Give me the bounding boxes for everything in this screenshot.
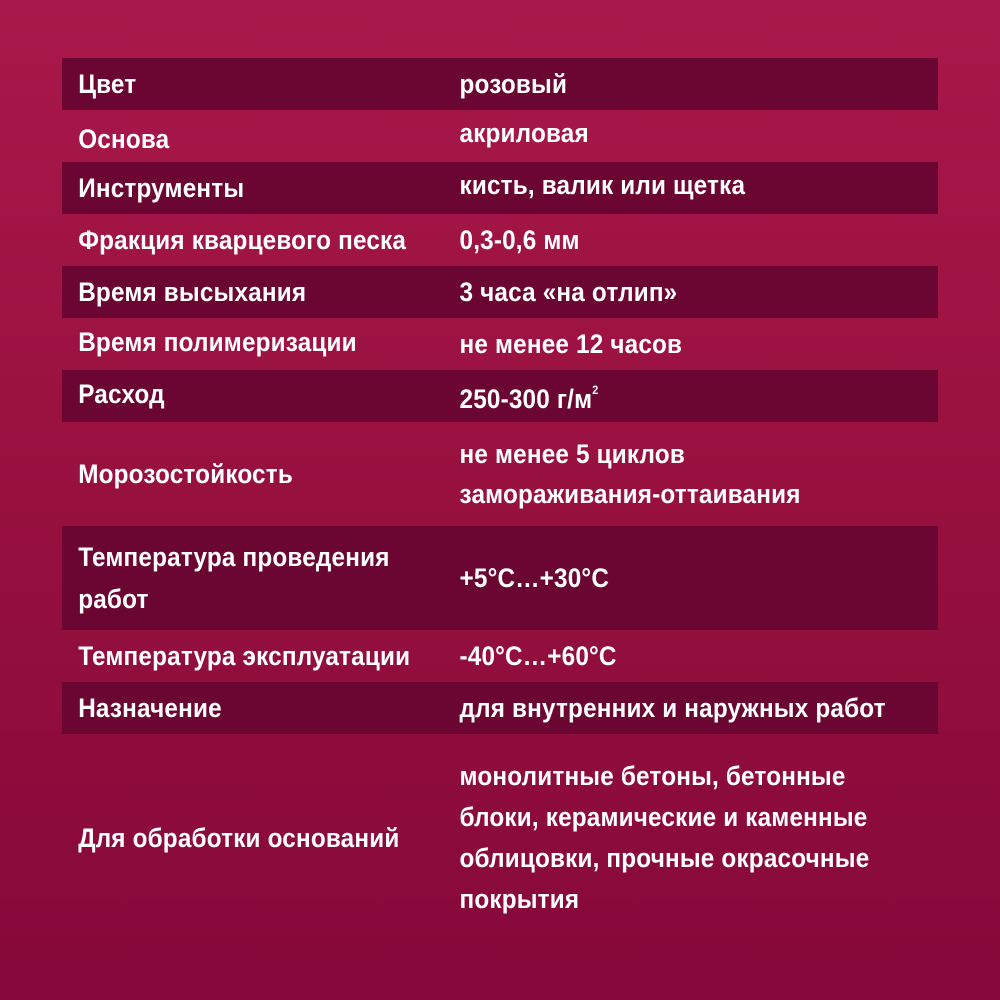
row-label: Цвет (78, 69, 137, 99)
row-value: для внутренних и наружных работ (459, 693, 886, 723)
table-row (62, 630, 938, 682)
row-label: Температура эксплуатации (78, 641, 411, 671)
table-row (62, 682, 938, 734)
row-label: Инструменты (78, 173, 245, 203)
row-value: 0,3-0,6 мм (459, 225, 580, 255)
row-label: Расход (78, 379, 165, 409)
row-value: акриловая (459, 118, 589, 148)
row-value: 250-300 $г/м^2$ (459, 383, 599, 414)
row-label: Температура проведения работ (78, 542, 390, 614)
table-row (62, 318, 938, 370)
specs-table (62, 58, 938, 942)
table-row (62, 370, 938, 422)
row-label: Для обработки оснований (78, 823, 400, 853)
row-value: монолитные бетоны, бетонные блоки, керамические и каменные облицовки, прочные окрасочные покрытия (459, 761, 870, 914)
table-row (62, 58, 938, 110)
row-label: Основа (78, 124, 170, 154)
row-value: не менее 12 часов (459, 329, 683, 359)
row-label: Назначение (78, 693, 222, 723)
row-label: Фракция кварцевого песка (78, 225, 407, 255)
row-value: +5°С…+30°С (459, 563, 610, 593)
table-row (62, 110, 938, 162)
row-label: Время высыхания (78, 277, 307, 307)
row-value: 3 часа «на отлип» (459, 277, 678, 307)
table-row (62, 214, 938, 266)
table-row (62, 526, 938, 630)
row-value: не менее 5 циклов замораживания-оттаивания (459, 439, 801, 509)
table-row (62, 734, 938, 942)
row-value: кисть, валик или щетка (459, 170, 746, 200)
table-row (62, 422, 938, 526)
row-value: -40°С…+60°С (459, 641, 617, 671)
row-label: Морозостойкость (78, 459, 293, 489)
table-row (62, 162, 938, 214)
table-row (62, 266, 938, 318)
row-value: розовый (459, 69, 568, 99)
row-label: Время полимеризации (78, 327, 357, 357)
